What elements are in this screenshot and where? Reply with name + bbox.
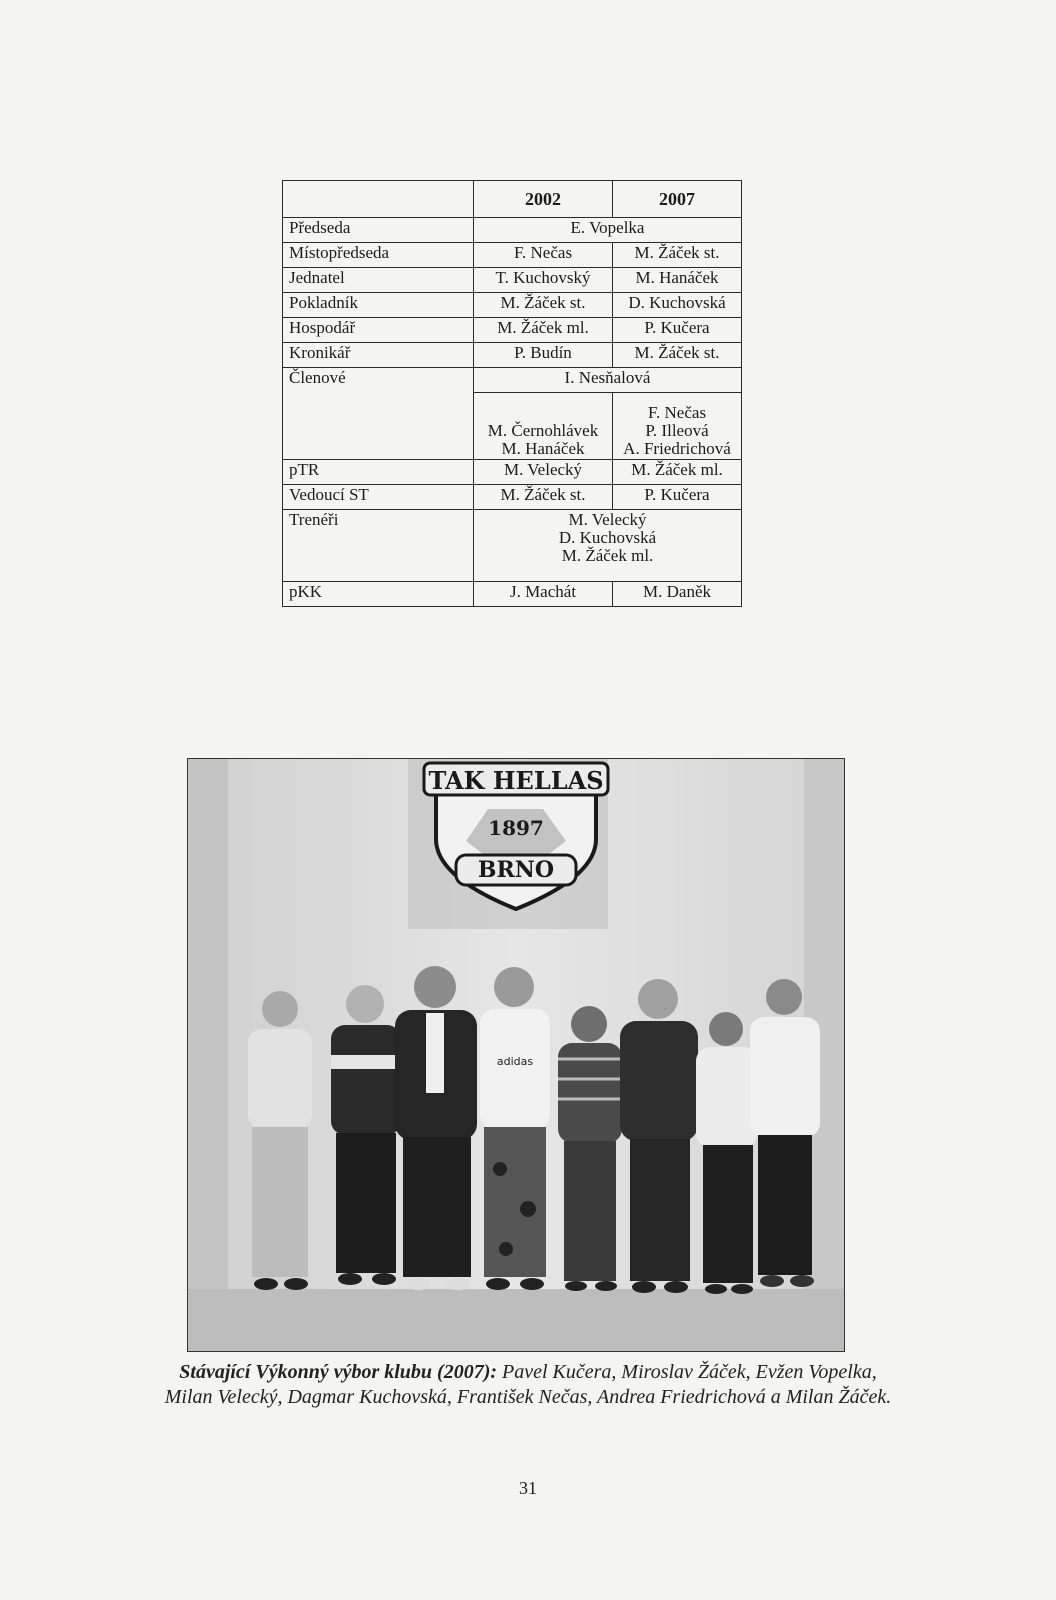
logo-year-text: 1897 <box>488 816 544 840</box>
cell-2002: P. Budín <box>474 343 613 368</box>
caption-bold-lead: Stávající Výkonný výbor klubu (2007): <box>179 1361 498 1383</box>
cell-2002: M. Žáček st. <box>474 293 613 318</box>
cell-2007: D. Kuchovská <box>613 293 742 318</box>
role-cell: Vedoucí ST <box>283 485 474 510</box>
person-5 <box>558 1006 622 1291</box>
table-row <box>283 582 742 607</box>
shirt-logo-text: adidas <box>496 1055 534 1068</box>
role-cell: pKK <box>283 582 474 607</box>
merged-cell: I. Nesňalová <box>474 368 742 393</box>
merged-cell: E. Vopelka <box>474 218 742 243</box>
header-year-2002: 2002 <box>474 181 613 218</box>
floor <box>188 1289 844 1351</box>
role-cell: Trenéři <box>283 510 474 582</box>
table-row <box>283 218 742 243</box>
person-8 <box>750 979 820 1287</box>
member-name: A. Friedrichová <box>623 439 731 459</box>
table-row <box>283 485 742 510</box>
person-2 <box>331 985 401 1285</box>
cell-2007: M. Daněk <box>613 582 742 607</box>
member-name: M. Hanáček <box>501 439 585 459</box>
group-photo-illustration <box>188 759 844 1351</box>
table-row <box>283 318 742 343</box>
table-row <box>283 243 742 268</box>
trainer-name: D. Kuchovská <box>558 527 657 547</box>
table-row <box>283 268 742 293</box>
cell-2007: P. Kučera <box>613 318 742 343</box>
role-cell: Hospodář <box>283 318 474 343</box>
table-row <box>283 293 742 318</box>
caption-names: Pavel Kučera, Miroslav Žáček, Evžen Vopelka, Milan Velecký, Dagmar Kuchovská, František Nečas, Andrea Friedrichová a Milan Žáček. <box>164 1361 892 1408</box>
role-cell: Místopředseda <box>283 243 474 268</box>
role-cell: Předseda <box>283 218 474 243</box>
member-name: M. Černohlávek <box>487 421 599 441</box>
role-cell: Kronikář <box>283 343 474 368</box>
cell-2007: M. Žáček st. <box>613 243 742 268</box>
role-cell: Členové <box>283 368 474 460</box>
cell-2002: T. Kuchovský <box>474 268 613 293</box>
role-cell: pTR <box>283 460 474 485</box>
role-cell: Pokladník <box>283 293 474 318</box>
table-row <box>283 460 742 485</box>
trainer-name: M. Velecký <box>568 510 647 529</box>
cell-2002: J. Machát <box>474 582 613 607</box>
header-blank <box>283 181 474 218</box>
group-photo <box>187 758 845 1352</box>
cell-2007: M. Hanáček <box>613 268 742 293</box>
person-7 <box>696 1012 758 1294</box>
cell-2002: M. Žáček st. <box>474 485 613 510</box>
trainer-name: M. Žáček ml. <box>561 545 654 565</box>
role-cell: Jednatel <box>283 268 474 293</box>
page-number: 31 <box>519 1478 537 1498</box>
cell-2007: M. Žáček ml. <box>613 460 742 485</box>
cell-2002-list <box>474 393 613 460</box>
cell-2002: M. Žáček ml. <box>474 318 613 343</box>
table-header-row <box>283 181 742 218</box>
member-name: F. Nečas <box>647 403 707 423</box>
person-3 <box>395 966 477 1290</box>
merged-cell-list <box>474 510 742 582</box>
logo-top-text: TAK HELLAS <box>428 766 604 795</box>
person-1 <box>248 991 312 1290</box>
member-name: P. Illeová <box>645 421 709 441</box>
wall-column-left <box>188 759 228 1351</box>
header-year-2007: 2007 <box>613 181 742 218</box>
person-4 <box>480 967 550 1290</box>
table-row <box>283 510 742 582</box>
cell-2002: M. Velecký <box>474 460 613 485</box>
person-6 <box>620 979 698 1293</box>
cell-2007-list <box>613 393 742 460</box>
cell-2007: M. Žáček st. <box>613 343 742 368</box>
table-row <box>283 343 742 368</box>
photo-caption <box>160 1360 896 1410</box>
table-row <box>283 368 742 393</box>
logo-city-text: BRNO <box>477 857 555 883</box>
cell-2002: F. Nečas <box>474 243 613 268</box>
committee-table <box>282 180 742 607</box>
cell-2007: P. Kučera <box>613 485 742 510</box>
